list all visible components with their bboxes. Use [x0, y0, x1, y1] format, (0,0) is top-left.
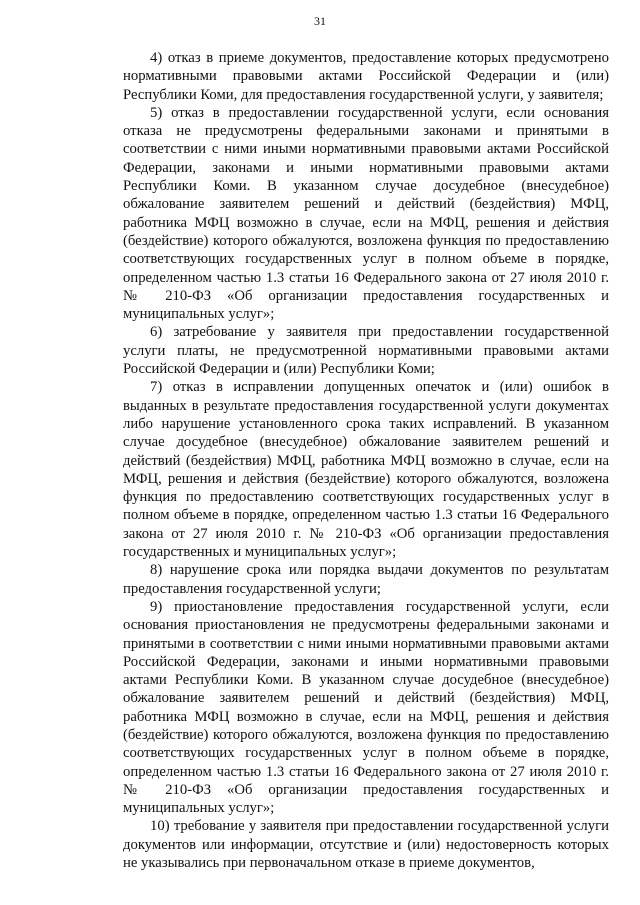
paragraph-item-7: 7) отказ в исправлении допущенных опечаток и (или) ошибок в выданных в результате предоставления государственной услуги документах либо нарушение установленного срока таких исправлений. В указанном случае досудебное (внесудебное) обжалование заявителем решений и действий (бездействия) МФЦ, работника МФЦ возможно в случае, если на МФЦ, решения и действия (бездействие) которого обжалуются, возложена функция по предоставлению соответствующих государственных услуг в полном объеме в порядке, определенном частью 1.3 статьи 16 Федерального закона от 27 июля 2010 г. № 210-ФЗ «Об организации предоставления государственных и муниципальных услуг»; [123, 379, 609, 561]
paragraph-item-6: 6) затребование у заявителя при предоставлении государственной услуги платы, не предусмотренной нормативными правовыми актами Российской Федерации и (или) Республики Коми; [123, 324, 609, 378]
paragraph-item-4: 4) отказ в приеме документов, предоставление которых предусмотрено нормативными правовыми актами Российской Федерации и (или) Республики Коми, для предоставления государственной услуги, у заявителя; [123, 50, 609, 103]
paragraph-item-5: 5) отказ в предоставлении государственной услуги, если основания отказа не предусмотрены федеральными законами и принятыми в соответствии с ними иными нормативными правовыми актами Российской Федерации, законами и иными нормативными правовыми актами Республики Коми. В указанном случае досудебное (внесудебное) обжалование заявителем решений и действий (бездействия) МФЦ, работника МФЦ возможно в случае, если на МФЦ, решения и действия (бездействие) которого обжалуются, возложена функция по предоставлению соответствующих государственных услуг в полном объеме в порядке, определенном частью 1.3 статьи 16 Федерального закона от 27 июля 2010 г. № 210-ФЗ «Об организации предоставления государственных и муниципальных услуг»; [123, 104, 609, 323]
paragraph-item-9: 9) приостановление предоставления государственной услуги, если основания приостановления не предусмотрены федеральными законами и принятыми в соответствии с ними иными нормативными правовыми актами Российской Федерации, законами и иными нормативными правовыми актами Республики Коми. В указанном случае досудебное (внесудебное) обжалование заявителем решений и действий (бездействия) МФЦ, работника МФЦ возможно в случае, если на МФЦ, решения и действия (бездействие) которого обжалуются, возложена функция по предоставлению соответствующих государственных услуг в полном объеме в порядке, определенном частью 1.3 статьи 16 Федерального закона от 27 июля 2010 г. № 210-ФЗ «Об организации предоставления государственных и муниципальных услуг»; [123, 598, 609, 817]
page-number: 31 [314, 14, 326, 28]
document-body [123, 49, 609, 872]
paragraph-item-8: 8) нарушение срока или порядка выдачи документов по результатам предоставления государственной услуги; [123, 562, 609, 597]
paragraph-item-10: 10) требование у заявителя при предоставлении государственной услуги документов или информации, отсутствие и (или) недостоверность которых не указывались при первоначальном отказе в приеме документов, [123, 818, 609, 872]
